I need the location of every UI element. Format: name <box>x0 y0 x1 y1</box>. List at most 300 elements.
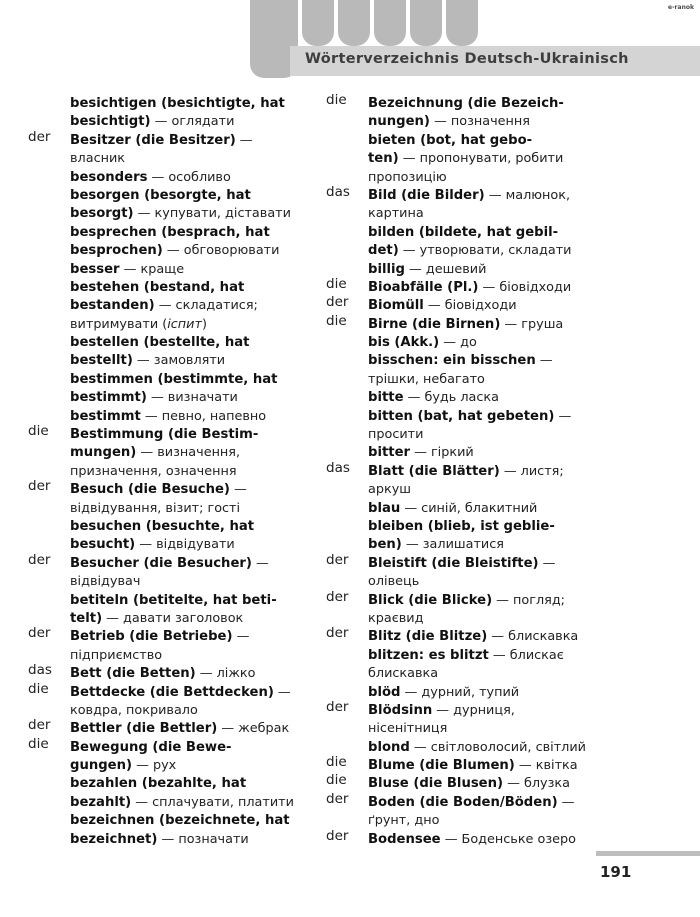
headword: bestellt) <box>70 353 133 369</box>
entry-text <box>70 515 254 534</box>
article: der <box>326 294 349 311</box>
entry-text <box>70 166 231 185</box>
right-column <box>326 92 598 846</box>
dictionary-line <box>326 460 598 478</box>
entry-text <box>368 386 499 405</box>
headword: nungen) <box>368 114 430 130</box>
dictionary-line <box>28 809 306 827</box>
article: die <box>28 735 49 752</box>
dictionary-line <box>28 460 306 478</box>
article: der <box>28 128 51 145</box>
dictionary-line <box>326 441 598 459</box>
translation: — позначати <box>157 831 249 847</box>
entry-text <box>368 423 423 442</box>
entry-text <box>368 147 563 166</box>
translation: — відвідувати <box>135 537 235 553</box>
translation: — <box>535 353 553 369</box>
translation: — замовляти <box>132 353 226 369</box>
translation: — <box>251 555 269 571</box>
entry-text <box>70 699 198 718</box>
headword: Bild (die Bilder) <box>368 187 485 203</box>
dictionary-line <box>28 276 306 294</box>
entry-text <box>70 607 243 626</box>
entry-text <box>70 589 277 608</box>
dictionary-line <box>28 331 306 349</box>
dictionary-line <box>326 423 598 441</box>
dictionary-line <box>28 423 306 441</box>
headword: bezahlen (bezahlte, hat <box>70 776 247 792</box>
dictionary-line <box>326 681 598 699</box>
translation: — блискавка <box>487 629 579 645</box>
dictionary-line <box>326 717 598 735</box>
article: der <box>28 478 51 495</box>
dictionary-line <box>28 699 306 717</box>
entry-text <box>368 276 571 295</box>
article: die <box>326 275 347 292</box>
translation: пропозицію <box>368 169 447 185</box>
page-number: 191 <box>600 863 632 881</box>
dictionary-line <box>28 221 306 239</box>
dictionary-line <box>326 828 598 846</box>
entry-text <box>70 460 237 479</box>
entry-text <box>70 110 234 129</box>
headword: ten) <box>368 151 399 167</box>
headword: besucht) <box>70 537 136 553</box>
entry-text <box>70 533 235 552</box>
translation: власник <box>70 151 126 167</box>
translation: — дурний, тупий <box>400 684 520 700</box>
dictionary-line <box>326 644 598 662</box>
entry-text <box>368 405 571 424</box>
headword: bitten (bat, hat gebeten) <box>368 408 555 424</box>
dictionary-line <box>28 147 306 165</box>
entry-text <box>70 202 291 221</box>
article: die <box>326 92 347 108</box>
entry-text <box>70 386 238 405</box>
translation: — дешевий <box>404 261 487 277</box>
dictionary-line <box>326 239 598 257</box>
dictionary-line <box>326 258 598 276</box>
article: der <box>28 551 51 568</box>
dictionary-line <box>326 772 598 790</box>
entry-text <box>70 791 294 810</box>
translation: — до <box>439 335 477 351</box>
dictionary-line <box>326 662 598 680</box>
entry-text <box>70 809 290 828</box>
headword: Birne (die Birnen) <box>368 316 501 332</box>
dictionary-line <box>326 147 598 165</box>
headword: betiteln (betitelte, hat beti- <box>70 592 277 608</box>
dictionary-line <box>28 828 306 846</box>
dictionary-line <box>28 294 306 312</box>
dictionary-line <box>28 92 306 110</box>
dictionary-line <box>28 570 306 588</box>
headword: ben) <box>368 537 402 553</box>
dictionary-line <box>326 552 598 570</box>
headword: bestimmt) <box>70 390 147 406</box>
headword: besichtigen (besichtigte, hat <box>70 96 285 111</box>
dictionary-line <box>326 313 598 331</box>
entry-text <box>70 570 140 589</box>
entry-text <box>70 129 253 148</box>
translation: відвідувач <box>70 574 141 590</box>
translation: ґрунт, дно <box>368 813 440 829</box>
entry-text <box>368 166 447 185</box>
translation: — листя; <box>499 463 564 479</box>
translation: — дурниця, <box>432 702 515 718</box>
article: die <box>326 754 347 771</box>
article: der <box>326 790 349 807</box>
entry-text <box>70 221 270 240</box>
dictionary-line <box>28 441 306 459</box>
headword: Besitzer (die Besitzer) <box>70 132 236 148</box>
dictionary-line <box>28 313 306 331</box>
article: der <box>326 698 349 715</box>
entry-text <box>368 736 586 755</box>
translation: — краще <box>119 261 185 277</box>
headword: Blatt (die Blätter) <box>368 463 500 479</box>
dictionary-line <box>326 809 598 827</box>
headword: Blitz (die Blitze) <box>368 629 488 645</box>
header-tab <box>410 0 442 46</box>
entry-text <box>368 681 519 700</box>
translation: — сплачувати, платити <box>131 794 294 810</box>
headword: besichtigt) <box>70 114 151 130</box>
dictionary-line <box>326 386 598 404</box>
translation: — ліжко <box>195 666 256 682</box>
headword: Bioabfälle (Pl.) <box>368 279 479 295</box>
translation: — <box>232 629 250 645</box>
translation: — Боденське озеро <box>440 831 576 847</box>
headword: Blume (die Blumen) <box>368 758 515 774</box>
entry-text <box>70 276 244 295</box>
translation: — купувати, діставати <box>133 206 291 222</box>
article: die <box>326 772 347 789</box>
dictionary-line <box>28 110 306 128</box>
dictionary-line <box>28 515 306 533</box>
dictionary-line <box>28 644 306 662</box>
entry-text <box>368 791 574 810</box>
translation: — позначення <box>429 114 530 130</box>
translation: відвідування, візит; гості <box>70 500 241 516</box>
dictionary-line <box>326 497 598 515</box>
translation: — рух <box>132 758 177 774</box>
dictionary-line <box>28 607 306 625</box>
entry-text <box>70 625 249 644</box>
entry-text <box>368 497 537 516</box>
article: der <box>326 551 349 568</box>
dictionary-line <box>28 662 306 680</box>
dictionary-line <box>28 791 306 809</box>
headword: besorgt) <box>70 206 134 222</box>
dictionary-line <box>326 754 598 772</box>
dictionary-line <box>326 331 598 349</box>
article: der <box>326 588 349 605</box>
translation: — утворювати, складати <box>398 243 572 259</box>
headword: Bettler (die Bettler) <box>70 721 218 737</box>
headword: bestellen (bestellte, hat <box>70 335 250 351</box>
headword: Bestimmung (die Bestim- <box>70 427 259 443</box>
translation: — складатися; <box>154 298 258 314</box>
article: der <box>326 625 349 642</box>
entry-text <box>368 239 571 258</box>
entry-text <box>70 239 279 258</box>
translation: блискавка <box>368 666 439 682</box>
dictionary-line <box>28 552 306 570</box>
entry-text <box>368 644 564 663</box>
article: das <box>28 662 52 679</box>
entry-text <box>70 497 240 516</box>
headword: Bettdecke (die Bettdecken) <box>70 684 274 700</box>
entry-text <box>368 478 411 497</box>
entry-text <box>70 681 291 700</box>
entry-text <box>368 552 555 571</box>
translation: — будь ласка <box>403 390 499 406</box>
headword: besser <box>70 261 120 277</box>
entry-text <box>70 772 246 791</box>
translation: — світловолосий, світлий <box>409 739 586 755</box>
translation: — пропонувати, робити <box>398 151 564 167</box>
dictionary-line <box>28 386 306 404</box>
entry-text <box>368 460 564 479</box>
headword: bilden (bildete, hat gebil- <box>368 224 559 240</box>
dictionary-line <box>326 570 598 588</box>
headword: bitte <box>368 390 404 406</box>
translation: — погляд; <box>492 592 565 608</box>
translation: — квітка <box>514 758 578 774</box>
left-column <box>28 92 306 846</box>
translation: — малюнок, <box>484 187 571 203</box>
entry-text <box>70 294 258 313</box>
translation: — залишатися <box>401 537 504 553</box>
headword: Bleistift (die Bleistifte) <box>368 555 539 571</box>
translation: — <box>554 408 572 424</box>
entry-text <box>70 644 162 663</box>
entry-text <box>368 515 555 534</box>
translation: краєвид <box>368 610 424 626</box>
entry-text <box>70 478 247 497</box>
dictionary-line <box>326 221 598 239</box>
translation: ковдра, покривало <box>70 702 198 718</box>
dictionary-line <box>28 202 306 220</box>
entry-text <box>70 258 184 277</box>
headword: bis (Akk.) <box>368 335 440 351</box>
entry-text <box>368 533 504 552</box>
entry-text <box>368 589 565 608</box>
entry-text <box>70 717 289 736</box>
dictionary-line <box>28 717 306 735</box>
entry-text <box>368 258 486 277</box>
entry-text <box>368 368 485 387</box>
headword: bestimmen (bestimmte, hat <box>70 371 278 387</box>
headword: det) <box>368 243 399 259</box>
dictionary-line <box>326 607 598 625</box>
entry-text <box>368 202 424 221</box>
entry-text <box>368 754 578 773</box>
dictionary-line <box>28 239 306 257</box>
header-tabs-decoration <box>250 0 550 46</box>
entry-text <box>70 736 232 755</box>
headword: bezeichnet) <box>70 831 158 847</box>
header-tab <box>302 0 334 46</box>
translation-note: іспит <box>167 316 202 332</box>
translation: — <box>229 482 247 498</box>
headword: Besuch (die Besuche) <box>70 482 230 498</box>
entry-text <box>368 699 515 718</box>
headword: billig <box>368 261 405 277</box>
entry-text <box>70 147 125 166</box>
dictionary-line <box>28 184 306 202</box>
entry-text <box>368 625 578 644</box>
dictionary-line <box>28 368 306 386</box>
dictionary-line <box>28 166 306 184</box>
entry-text <box>368 441 474 460</box>
article: das <box>326 459 350 476</box>
entry-text <box>70 331 249 350</box>
translation: олівець <box>368 574 420 590</box>
headword: Bezeichnung (die Bezeich- <box>368 96 564 111</box>
headword: besprechen (besprach, hat <box>70 224 270 240</box>
page-title: Wörterverzeichnis Deutsch-Ukrainisch <box>305 51 629 67</box>
translation: — блузка <box>503 776 570 792</box>
translation: — оглядати <box>150 114 235 130</box>
dictionary-line <box>28 772 306 790</box>
translation: витримувати ( <box>70 316 168 332</box>
translation: — особливо <box>147 169 231 185</box>
translation: просити <box>368 427 424 443</box>
translation: — <box>557 794 575 810</box>
translation: — обговорювати <box>162 243 280 259</box>
dictionary-line <box>326 515 598 533</box>
headword: Boden (die Boden/Böden) <box>368 794 558 810</box>
dictionary-line <box>28 478 306 496</box>
dictionary-line <box>28 754 306 772</box>
headword: telt) <box>70 610 103 626</box>
translation: картина <box>368 206 424 222</box>
headword: Biomüll <box>368 298 424 314</box>
entry-text <box>70 423 258 442</box>
dictionary-line <box>28 497 306 515</box>
entry-text <box>368 828 576 847</box>
headword: Blödsinn <box>368 702 433 718</box>
dictionary-line <box>326 294 598 312</box>
headword: Blick (die Blicke) <box>368 592 493 608</box>
headword: Besucher (die Besucher) <box>70 555 252 571</box>
dictionary-line <box>28 736 306 754</box>
article: die <box>28 680 49 697</box>
translation: — визначати <box>146 390 238 406</box>
entry-text <box>368 772 570 791</box>
dictionary-line <box>326 405 598 423</box>
headword: bleiben (blieb, ist geblie- <box>368 518 555 534</box>
translation: нісенітниця <box>368 721 448 737</box>
translation: — гіркий <box>410 445 474 461</box>
headword: besonders <box>70 169 148 185</box>
headword: Bewegung (die Bewe- <box>70 739 232 755</box>
headword: mungen) <box>70 445 137 461</box>
article: der <box>326 827 349 844</box>
header-tab <box>338 0 370 46</box>
dictionary-line <box>28 589 306 607</box>
entry-text <box>70 405 266 424</box>
translation: — жебрак <box>217 721 290 737</box>
headword: bisschen: ein bisschen <box>368 353 536 369</box>
dictionary-line <box>326 589 598 607</box>
dictionary-line <box>326 736 598 754</box>
dictionary-line <box>326 533 598 551</box>
header-tab <box>446 0 478 46</box>
entry-text <box>368 570 419 589</box>
headword: gungen) <box>70 758 133 774</box>
headword: blau <box>368 500 401 516</box>
article: der <box>28 625 51 642</box>
dictionary-line <box>326 184 598 202</box>
entry-text <box>368 184 570 203</box>
translation: аркуш <box>368 482 411 498</box>
dictionary-line <box>28 129 306 147</box>
entry-text <box>368 717 447 736</box>
entry-text <box>70 662 255 681</box>
headword: Betrieb (die Betriebe) <box>70 629 233 645</box>
entry-text <box>368 294 517 313</box>
headword: bezeichnen (bezeichnete, hat <box>70 813 290 829</box>
entry-text <box>368 110 530 129</box>
translation: підприємство <box>70 647 163 663</box>
headword: blöd <box>368 684 401 700</box>
headword: Bett (die Betten) <box>70 666 196 682</box>
entry-text <box>70 828 249 847</box>
entry-text <box>368 349 553 368</box>
entry-text <box>368 129 532 148</box>
headword: blitzen: es blitzt <box>368 647 489 663</box>
dictionary-line <box>326 368 598 386</box>
page-number-rule <box>596 851 700 856</box>
headword: besuchen (besuchte, hat <box>70 518 255 534</box>
header-tab <box>374 0 406 46</box>
dictionary-line <box>326 129 598 147</box>
article: der <box>28 717 51 734</box>
entry-text <box>368 313 563 332</box>
entry-text <box>368 809 439 828</box>
headword: bitter <box>368 445 411 461</box>
entry-text <box>70 184 251 203</box>
dictionary-line <box>326 478 598 496</box>
headword: bestanden) <box>70 298 155 314</box>
dictionary-line <box>326 202 598 220</box>
article: das <box>326 183 350 200</box>
article: die <box>28 423 49 440</box>
dictionary-line <box>326 791 598 809</box>
translation: — <box>235 132 253 148</box>
translation: — біовідходи <box>423 298 517 314</box>
dictionary-line <box>326 699 598 717</box>
translation: — <box>538 555 556 571</box>
dictionary-line <box>326 276 598 294</box>
headword: besprochen) <box>70 243 163 259</box>
translation: — блискає <box>488 647 564 663</box>
article: die <box>326 312 347 329</box>
dictionary-line <box>326 349 598 367</box>
translation: призначення, означення <box>70 463 237 479</box>
entry-text <box>70 368 277 387</box>
dictionary-line <box>28 258 306 276</box>
dictionary-line <box>326 110 598 128</box>
translation: трішки, небагато <box>368 371 485 387</box>
headword: blond <box>368 739 410 755</box>
dictionary-line <box>28 625 306 643</box>
headword: besorgen (besorgte, hat <box>70 187 251 203</box>
dictionary-line <box>28 681 306 699</box>
